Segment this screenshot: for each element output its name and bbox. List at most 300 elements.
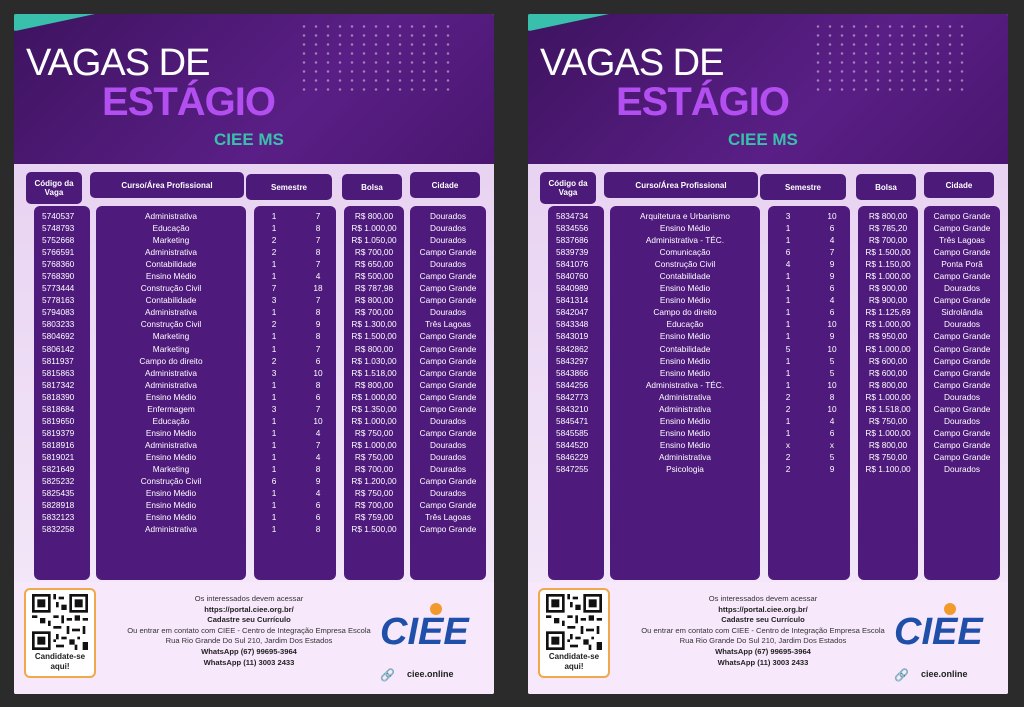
cell-cidade: Dourados [430, 223, 466, 234]
whatsapp-2: WhatsApp (11) 3003 2433 [203, 657, 295, 667]
svg-text:CIEE: CIEE [380, 611, 469, 650]
cell-curso: Ensino Médio [659, 367, 711, 378]
cell-curso: Educação [666, 319, 704, 330]
cell-s2: 10 [827, 403, 837, 414]
cell-bolsa: R$ 1.000,00 [351, 223, 397, 234]
cell-bolsa: R$ 600,00 [868, 355, 908, 366]
cell-codigo: 5844520 [556, 439, 589, 450]
cell-codigo: 5843210 [556, 403, 589, 414]
cell-codigo: 5840989 [556, 283, 589, 294]
header-semestre: Semestre [760, 174, 846, 200]
cell-s1: 1 [271, 512, 277, 523]
cell-s2: 7 [315, 295, 321, 306]
cell-s1: 1 [271, 379, 277, 390]
title-line-1: VAGAS DE [540, 42, 724, 84]
cell-s1: 1 [785, 283, 791, 294]
cell-curso: Administrativa [658, 403, 712, 414]
cell-curso: Contabilidade [145, 295, 197, 306]
ciee-logo [890, 600, 1000, 650]
cell-cidade: Campo Grande [933, 379, 991, 390]
cell-bolsa: R$ 700,00 [868, 235, 908, 246]
cell-codigo: 5843019 [556, 331, 589, 342]
cell-s1: 1 [785, 331, 791, 342]
poster-right [528, 14, 1008, 694]
cell-s2: 8 [315, 463, 321, 474]
cell-codigo: 5841314 [556, 295, 589, 306]
cell-codigo: 5794083 [42, 307, 75, 318]
cell-bolsa: R$ 800,00 [868, 439, 908, 450]
cell-s1: 3 [271, 295, 277, 306]
cell-s2: 9 [829, 259, 835, 270]
cell-curso: Ensino Médio [659, 295, 711, 306]
cell-s2: 8 [315, 247, 321, 258]
cell-codigo: 5845585 [556, 427, 589, 438]
cell-s2: 6 [829, 427, 835, 438]
cell-s1: 2 [271, 235, 277, 246]
qr-code-card[interactable] [538, 588, 610, 678]
cell-cidade: Dourados [944, 415, 980, 426]
cell-bolsa: R$ 787,98 [354, 283, 394, 294]
cell-s2: 9 [829, 331, 835, 342]
cell-curso: Ensino Médio [145, 451, 197, 462]
cell-s2: 7 [315, 343, 321, 354]
cell-curso: Ensino Médio [659, 355, 711, 366]
cell-s2: 10 [313, 367, 323, 378]
cell-cidade: Dourados [944, 463, 980, 474]
cell-s2: 7 [315, 235, 321, 246]
poster-left [14, 14, 494, 694]
cell-bolsa: R$ 1.000,00 [865, 391, 911, 402]
cell-bolsa: R$ 1.000,00 [865, 343, 911, 354]
cell-codigo: 5825435 [42, 488, 75, 499]
cell-cidade: Campo Grande [419, 355, 477, 366]
cell-s2: 8 [315, 307, 321, 318]
cell-s1: 1 [785, 223, 791, 234]
cell-s1: 6 [785, 247, 791, 258]
cell-codigo: 5804692 [42, 331, 75, 342]
cell-codigo: 5837686 [556, 235, 589, 246]
cell-cidade: Ponta Porã [941, 259, 983, 270]
whatsapp-1: WhatsApp (67) 99695-3964 [201, 646, 297, 656]
cidade-list [410, 210, 486, 535]
cell-bolsa: R$ 1.200,00 [351, 476, 397, 487]
cell-s1: 1 [271, 211, 277, 221]
cell-curso: Administrativa - TÉC. [645, 379, 725, 390]
cidade-list [924, 210, 1000, 475]
cell-s2: x [829, 439, 835, 450]
footer [528, 582, 1008, 694]
cell-s1: 2 [785, 451, 791, 462]
cell-codigo: 5768360 [42, 259, 75, 270]
contact-info [618, 594, 908, 668]
site-link[interactable]: ciee.online [407, 669, 454, 679]
info-line-4: Ou entrar em contato com CIEE - Centro de Integração Empresa Escola [127, 625, 371, 635]
cell-codigo: 5818916 [42, 439, 75, 450]
cell-s2: 4 [315, 271, 321, 282]
cell-curso: Administrativa [144, 379, 198, 390]
cell-s1: 1 [271, 223, 277, 234]
cell-bolsa: R$ 700,00 [354, 500, 394, 511]
cell-s1: 1 [785, 235, 791, 246]
cell-curso: Administrativa [658, 451, 712, 462]
cell-s1: 1 [271, 391, 277, 402]
cell-cidade: Três Lagoas [425, 319, 471, 330]
cell-codigo: 5819650 [42, 415, 75, 426]
cell-bolsa: R$ 800,00 [354, 379, 394, 390]
cell-codigo: 5766591 [42, 247, 75, 258]
hero-banner [14, 14, 494, 164]
cell-s2: 9 [315, 476, 321, 487]
cell-s2: 6 [315, 500, 321, 511]
cell-codigo: 5811937 [42, 355, 74, 366]
cell-s1: 1 [271, 307, 277, 318]
cell-cidade: Campo Grande [419, 295, 477, 306]
cell-codigo: 5748793 [42, 223, 75, 234]
cell-s2: 8 [315, 331, 321, 342]
cell-s1: 1 [271, 451, 277, 462]
curso-list [610, 210, 760, 475]
cell-bolsa: R$ 1.300,00 [351, 319, 397, 330]
info-line-3: Cadastre seu Currículo [721, 615, 805, 625]
cell-s1: 2 [785, 391, 791, 402]
cell-s2: 7 [829, 247, 835, 258]
cell-s2: 7 [315, 403, 321, 414]
qr-code-icon[interactable] [546, 594, 602, 650]
semestre-min-list [264, 210, 284, 535]
cell-curso: Ensino Médio [145, 512, 197, 523]
cell-codigo: 5843297 [556, 355, 589, 366]
title-line-2: ESTÁGIO [102, 80, 276, 124]
cell-cidade: Campo Grande [933, 367, 991, 378]
header-cidade: Cidade [924, 172, 994, 198]
svg-text:CIEE: CIEE [894, 611, 983, 650]
cell-curso: Construção Civil [140, 319, 202, 330]
cell-s2: 7 [315, 439, 321, 450]
cell-codigo: 5778163 [42, 295, 75, 306]
address: Rua Rio Grande Do Sul 210, Jardim Dos Estados [679, 636, 847, 646]
cell-cidade: Campo Grande [933, 271, 991, 282]
cell-cidade: Três Lagoas [939, 235, 985, 246]
cell-s1: 2 [271, 355, 277, 366]
cell-bolsa: R$ 950,00 [868, 331, 908, 342]
cell-bolsa: R$ 500,00 [354, 271, 394, 282]
cell-bolsa: R$ 1.518,00 [865, 403, 911, 414]
cell-s1: 1 [785, 367, 791, 378]
portal-link[interactable]: https://portal.ciee.org.br/ [204, 604, 294, 614]
cell-codigo: 5843348 [556, 319, 589, 330]
cell-curso: Educação [152, 415, 190, 426]
cell-s1: 2 [785, 403, 791, 414]
contact-info [104, 594, 394, 668]
dot-pattern [812, 22, 972, 92]
cell-s1: 1 [785, 415, 791, 426]
cell-curso: Ensino Médio [659, 223, 711, 234]
cell-bolsa: R$ 1.000,00 [351, 415, 397, 426]
cell-cidade: Campo Grande [933, 439, 991, 450]
cell-codigo: 5843866 [556, 367, 589, 378]
cell-cidade: Campo Grande [933, 355, 991, 366]
cell-curso: Contabilidade [659, 271, 711, 282]
cell-cidade: Dourados [430, 259, 466, 270]
cell-bolsa: R$ 650,00 [354, 259, 394, 270]
semestre-max-list [308, 210, 328, 535]
cell-s2: 7 [315, 211, 321, 221]
cell-curso: Marketing [152, 463, 190, 474]
cell-s1: x [785, 439, 791, 450]
cell-codigo: 5832258 [42, 524, 75, 535]
cell-s1: 3 [785, 211, 791, 221]
cell-codigo: 5806142 [42, 343, 75, 354]
cell-cidade: Campo Grande [419, 427, 477, 438]
header-codigo: Código da Vaga [26, 172, 82, 204]
cell-cidade: Dourados [430, 307, 466, 318]
cell-bolsa: R$ 759,00 [354, 512, 394, 523]
cell-curso: Administrativa [144, 307, 198, 318]
cell-s2: 18 [313, 283, 323, 294]
cell-cidade: Campo Grande [419, 379, 477, 390]
cell-s2: 6 [829, 223, 835, 234]
cell-curso: Construção Civil [140, 476, 202, 487]
vacancy-table [14, 164, 494, 582]
cell-curso: Administrativa [144, 247, 198, 258]
cell-bolsa: R$ 1.350,00 [351, 403, 397, 414]
header-semestre: Semestre [246, 174, 332, 200]
cell-cidade: Dourados [944, 283, 980, 294]
cell-s1: 3 [271, 403, 277, 414]
cell-curso: Marketing [152, 331, 190, 342]
cell-s2: 10 [827, 379, 837, 390]
cell-bolsa: R$ 1.500,00 [351, 524, 397, 535]
cell-s1: 1 [785, 307, 791, 318]
title-line-1: VAGAS DE [26, 42, 210, 84]
cell-s2: 5 [829, 355, 835, 366]
cell-codigo: 5768390 [42, 271, 75, 282]
ciee-logo [376, 600, 486, 650]
cell-bolsa: R$ 1.000,00 [351, 439, 397, 450]
cell-bolsa: R$ 1.500,00 [351, 331, 397, 342]
cell-s1: 2 [271, 319, 277, 330]
site-link[interactable]: ciee.online [921, 669, 968, 679]
dot-pattern [298, 22, 458, 92]
qr-code-icon[interactable] [32, 594, 88, 650]
cell-s1: 1 [271, 463, 277, 474]
cell-cidade: Campo Grande [419, 331, 477, 342]
cell-codigo: 5845471 [556, 415, 589, 426]
cell-curso: Ensino Médio [659, 427, 711, 438]
cell-cidade: Campo Grande [419, 524, 477, 535]
cell-bolsa: R$ 750,00 [354, 488, 394, 499]
cell-s2: 10 [827, 319, 837, 330]
codigo-list [556, 210, 588, 475]
cell-cidade: Dourados [430, 415, 466, 426]
cell-codigo: 5840760 [556, 271, 589, 282]
cell-s1: 1 [271, 427, 277, 438]
cell-s2: 6 [315, 512, 321, 523]
cell-s2: 9 [315, 319, 321, 330]
cell-s2: 10 [827, 343, 837, 354]
cell-codigo: 5818390 [42, 391, 75, 402]
qr-label: Candidate-se aqui! [548, 652, 600, 671]
cell-s2: 6 [829, 283, 835, 294]
cell-s1: 4 [785, 259, 791, 270]
cell-cidade: Dourados [430, 235, 466, 246]
cell-curso: Contabilidade [145, 259, 197, 270]
cell-codigo: 5834556 [556, 223, 589, 234]
cell-curso: Administrativa [144, 524, 198, 535]
cell-bolsa: R$ 1.030,00 [351, 355, 397, 366]
cell-s2: 4 [829, 235, 835, 246]
cell-codigo: 5842773 [556, 391, 589, 402]
cell-bolsa: R$ 1.050,00 [351, 235, 397, 246]
cell-s1: 1 [785, 355, 791, 366]
cell-s1: 1 [271, 439, 277, 450]
cell-cidade: Campo Grande [419, 247, 477, 258]
cell-s1: 1 [785, 319, 791, 330]
cell-s1: 2 [271, 247, 277, 258]
cell-bolsa: R$ 1.518,00 [351, 367, 397, 378]
cell-s1: 1 [271, 500, 277, 511]
cell-bolsa: R$ 800,00 [868, 211, 908, 221]
cell-bolsa: R$ 750,00 [354, 427, 394, 438]
vacancy-table [528, 164, 1008, 582]
cell-curso: Ensino Médio [659, 415, 711, 426]
cell-s2: 4 [829, 295, 835, 306]
cell-s2: 6 [315, 355, 321, 366]
header-curso: Curso/Área Profissional [604, 172, 758, 198]
cell-cidade: Campo Grande [933, 451, 991, 462]
cell-s1: 1 [271, 415, 277, 426]
cell-cidade: Campo Grande [419, 403, 477, 414]
cell-s2: 8 [315, 223, 321, 234]
cell-codigo: 5842047 [556, 307, 589, 318]
cell-s2: 6 [829, 307, 835, 318]
cell-codigo: 5803233 [42, 319, 75, 330]
cell-s1: 1 [271, 259, 277, 270]
cell-curso: Administrativa [144, 439, 198, 450]
cell-cidade: Campo Grande [933, 223, 991, 234]
bolsa-list [344, 210, 404, 535]
cell-cidade: Campo Grande [933, 427, 991, 438]
cell-curso: Campo do direito [139, 355, 203, 366]
cell-cidade: Campo Grande [933, 211, 991, 221]
cell-curso: Ensino Médio [145, 488, 197, 499]
cell-s2: 6 [315, 391, 321, 402]
cell-bolsa: R$ 700,00 [354, 247, 394, 258]
cell-bolsa: R$ 800,00 [354, 295, 394, 306]
cell-codigo: 5847255 [556, 463, 589, 474]
cell-cidade: Dourados [430, 451, 466, 462]
cell-codigo: 5818684 [42, 403, 75, 414]
cell-s1: 1 [785, 427, 791, 438]
cell-curso: Arquitetura e Urbanismo [640, 211, 730, 221]
cell-cidade: Campo Grande [419, 476, 477, 487]
cell-s2: 4 [315, 427, 321, 438]
cell-cidade: Campo Grande [419, 500, 477, 511]
cell-cidade: Dourados [430, 463, 466, 474]
cell-codigo: 5817342 [42, 379, 75, 390]
info-line-4: Ou entrar em contato com CIEE - Centro de Integração Empresa Escola [641, 625, 885, 635]
cell-bolsa: R$ 785,20 [868, 223, 908, 234]
cell-bolsa: R$ 800,00 [868, 379, 908, 390]
cell-s2: 4 [829, 415, 835, 426]
cell-bolsa: R$ 800,00 [354, 343, 394, 354]
cell-s2: 8 [315, 379, 321, 390]
cell-bolsa: R$ 1.000,00 [865, 427, 911, 438]
cell-codigo: 5815863 [42, 367, 75, 378]
cell-cidade: Campo Grande [933, 247, 991, 258]
cell-curso: Comunicação [659, 247, 711, 258]
cell-cidade: Sidrolândia [941, 307, 983, 318]
cell-curso: Ensino Médio [145, 427, 197, 438]
cell-bolsa: R$ 750,00 [868, 451, 908, 462]
cell-s1: 1 [271, 331, 277, 342]
whatsapp-1: WhatsApp (67) 99695-3964 [715, 646, 811, 656]
qr-code-card[interactable] [24, 588, 96, 678]
cell-cidade: Campo Grande [419, 283, 477, 294]
cell-s1: 7 [271, 283, 277, 294]
cell-s1: 1 [785, 379, 791, 390]
header-cidade: Cidade [410, 172, 480, 198]
cell-s2: 8 [315, 524, 321, 535]
cell-curso: Ensino Médio [659, 283, 711, 294]
cell-s2: 5 [829, 367, 835, 378]
portal-link[interactable]: https://portal.ciee.org.br/ [718, 604, 808, 614]
cell-s1: 1 [271, 524, 277, 535]
cell-s1: 1 [271, 343, 277, 354]
cell-s2: 9 [829, 463, 835, 474]
header-bolsa: Bolsa [342, 174, 402, 200]
semestre-min-list [778, 210, 798, 475]
cell-cidade: Campo Grande [419, 391, 477, 402]
cell-codigo: 5839739 [556, 247, 589, 258]
whatsapp-2: WhatsApp (11) 3003 2433 [717, 657, 809, 667]
cell-codigo: 5844256 [556, 379, 589, 390]
cell-curso: Psicologia [666, 463, 704, 474]
cell-cidade: Campo Grande [419, 367, 477, 378]
cell-bolsa: R$ 1.000,00 [865, 319, 911, 330]
footer [14, 582, 494, 694]
cell-s2: 9 [829, 271, 835, 282]
cell-curso: Ensino Médio [145, 391, 197, 402]
cell-codigo: 5819021 [42, 451, 75, 462]
cell-curso: Ensino Médio [659, 331, 711, 342]
cell-codigo: 5825232 [42, 476, 75, 487]
cell-s1: 6 [271, 476, 277, 487]
cell-curso: Administrativa - TÉC. [645, 235, 725, 246]
cell-codigo: 5773444 [42, 283, 75, 294]
cell-bolsa: R$ 1.000,00 [351, 391, 397, 402]
cell-curso: Enfermagem [147, 403, 195, 414]
cell-s2: 7 [315, 259, 321, 270]
subtitle: CIEE MS [728, 130, 798, 149]
cell-cidade: Dourados [430, 488, 466, 499]
cell-codigo: 5819379 [42, 427, 75, 438]
hero-banner [528, 14, 1008, 164]
info-line-1: Os interessados devem acessar [194, 594, 304, 603]
cell-bolsa: R$ 1.150,00 [865, 259, 911, 270]
cell-cidade: Dourados [944, 391, 980, 402]
header-curso: Curso/Área Profissional [90, 172, 244, 198]
semestre-max-list [822, 210, 842, 475]
cell-codigo: 5821649 [42, 463, 75, 474]
cell-s2: 8 [829, 391, 835, 402]
cell-cidade: Dourados [430, 439, 466, 450]
header-bolsa: Bolsa [856, 174, 916, 200]
cell-cidade: Três Lagoas [425, 512, 471, 523]
qr-label: Candidate-se aqui! [34, 652, 86, 671]
codigo-list [42, 210, 74, 535]
cell-s1: 1 [785, 295, 791, 306]
